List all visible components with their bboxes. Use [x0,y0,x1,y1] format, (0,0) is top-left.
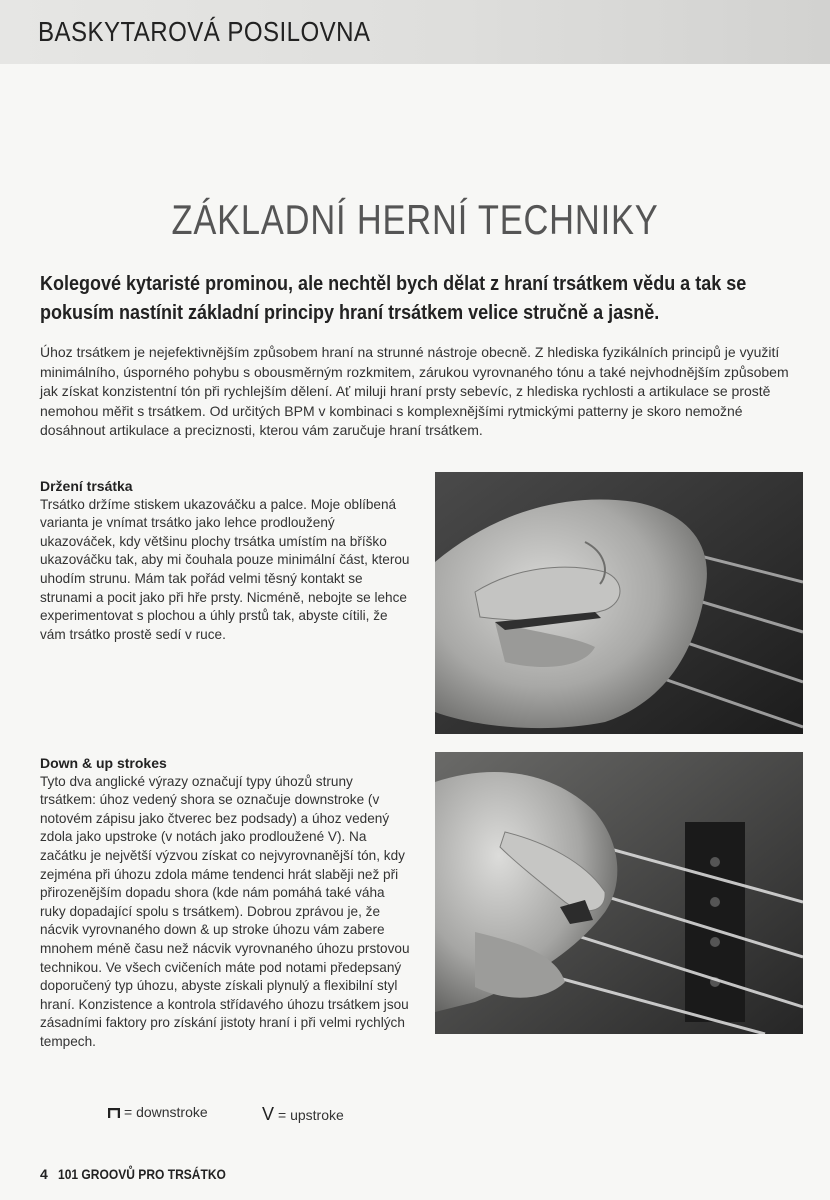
lead-paragraph [40,270,800,328]
page-title [0,196,830,244]
lead-line-2: pokusím nastínit základní principy hraní trsátkem velice stručně a jasně. [40,302,660,324]
section-down-up-strokes [40,754,412,1052]
section-text: Tyto dva anglické výrazy označují typy úhozů struny trsátkem: úhoz vedený shora se označuje downstroke (v notovém zápisu jako čtverec bez podsady) a úhoz vedený zdola jako upstroke (v notách jako prodloužené V). Na začátku je největší výzvou získat co nejvyrovnanější tón, kdy zejména při úhozu zdola máme tendenci hrát slaběji než při přirozenějším dopadu shora (kde nám pomáhá také váha ruky dopadající spolu s trsátkem). Dobrou zprávou je, že nácvik vyrovnaného down & up stroke úhozu vám zabere mnohem méně času než nácvik vyrovnaného úhozu prstovou technikou. Ve všech cvičeních máte pod notami předepsaný doporučený typ úhozu, abyste získali plynulý a flexibilní styl hraní. Konzistence a kontrola střídavého úhozu trsátkem jsou zásadními faktory pro získání jistoty hraní i při velmi rychlých tempech. [40,773,410,1049]
section-holding-pick [40,477,412,644]
lead-line-1: Kolegové kytaristé prominou, ale nechtěl bych dělat z hraní trsátkem vědu a tak se [40,273,747,295]
hand-picking-strings-image [435,752,803,1034]
legend-upstroke [262,1104,344,1125]
section-text: Trsátko držíme stiskem ukazováčku a palce. Moje oblíbená varianta je vnímat trsátko jako lehce prodloužený ukazováček, kdy většinu plochy trsátka umístím na bříško ukazováčku tak, aby mi čouhala pouze minimální část, kterou uhodím strunu. Mám tak pořád velmi těsný kontakt se strunami a pocit jako při hře prsty. Nicméně, nebojte se lehce experimentovat s plochou a úhly prstů tak, abyste cítili, že vám trsátko prostě sedí v ruce. [40,496,410,642]
book-title: 101 GROOVŮ PRO TRSÁTKO [57,1166,226,1182]
intro-paragraph: Úhoz trsátkem je nejefektivnějším způsobem hraní na strunné nástroje obecně. Z hlediska fyzikálních principů je využití minimálního, úsporného pohybu s obousměrným rozkmitem, zárukou vyrovnaného tónu a také nejvhodnějším způsobem jak získat konzistentní tón při rychlejším dělení. Ať miluji hraní prsty sebevíc, z hlediska rychlosti a artikulace se prostě nemohou měřit s trsátkem. Od určitých BPM v kombinaci s komplexnějšími rytmickými patterny je skoro nemožné dosáhnout artikulace a preciznosti, kterou vám zaručuje hraní trsátkem. [40,344,789,438]
legend-downstroke [108,1104,208,1120]
upstroke-label: = upstroke [278,1107,344,1123]
photo-holding-pick [435,472,803,734]
header-title: BASKYTAROVÁ POSILOVNA [38,16,371,47]
upstroke-symbol: V [262,1104,275,1124]
downstroke-symbol-icon [108,1108,120,1118]
hand-holding-pick-image [435,472,803,734]
photo-strokes [435,752,803,1034]
section-heading: Down & up strokes [40,755,167,771]
downstroke-label: = downstroke [124,1104,208,1120]
page-footer [40,1166,253,1182]
page-number: 4 [40,1166,48,1182]
section-heading: Držení trsátka [40,478,133,494]
page-title-text: ZÁKLADNÍ HERNÍ TECHNIKY [171,196,659,243]
